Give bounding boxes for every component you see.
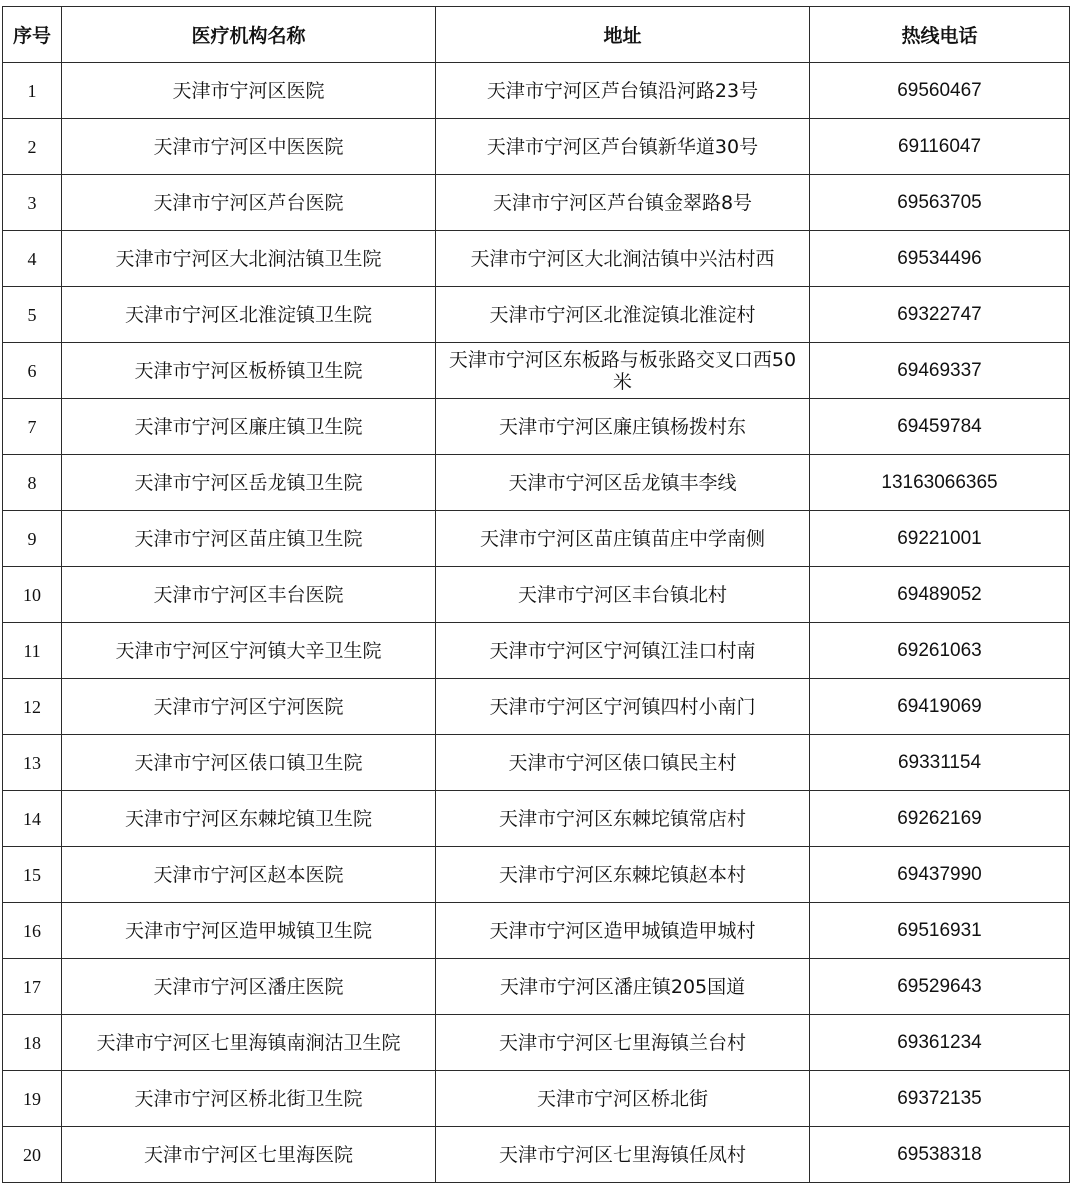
row-address: 天津市宁河区芦台镇新华道30号 [436,119,810,175]
row-address: 天津市宁河区宁河镇四村小南门 [436,679,810,735]
row-address: 天津市宁河区东棘坨镇常店村 [436,791,810,847]
row-index: 10 [3,567,62,623]
row-name: 天津市宁河区中医医院 [62,119,436,175]
row-name: 天津市宁河区潘庄医院 [62,959,436,1015]
row-phone: 69221001 [810,511,1070,567]
row-phone: 69437990 [810,847,1070,903]
row-index: 9 [3,511,62,567]
table-row [3,119,1070,175]
row-address: 天津市宁河区芦台镇金翠路8号 [436,175,810,231]
row-address: 天津市宁河区北淮淀镇北淮淀村 [436,287,810,343]
row-index: 11 [3,623,62,679]
table-row [3,175,1070,231]
row-phone: 69372135 [810,1071,1070,1127]
table-row [3,847,1070,903]
table-row [3,455,1070,511]
row-index: 7 [3,399,62,455]
row-phone: 69459784 [810,399,1070,455]
row-name: 天津市宁河区岳龙镇卫生院 [62,455,436,511]
row-phone: 69331154 [810,735,1070,791]
row-name: 天津市宁河区宁河镇大辛卫生院 [62,623,436,679]
row-phone: 69262169 [810,791,1070,847]
row-index: 3 [3,175,62,231]
table-row [3,287,1070,343]
table-row [3,399,1070,455]
row-index: 16 [3,903,62,959]
row-name: 天津市宁河区板桥镇卫生院 [62,343,436,399]
header-row [3,7,1070,63]
header-address: 地址 [436,7,810,63]
row-name: 天津市宁河区芦台医院 [62,175,436,231]
table-row [3,511,1070,567]
row-phone: 69563705 [810,175,1070,231]
row-address: 天津市宁河区东板路与板张路交叉口西50米 [436,343,810,399]
row-phone: 69261063 [810,623,1070,679]
row-index: 15 [3,847,62,903]
table-body [3,63,1070,1183]
table-row [3,791,1070,847]
table-row [3,1127,1070,1183]
row-index: 17 [3,959,62,1015]
row-phone: 69116047 [810,119,1070,175]
row-name: 天津市宁河区赵本医院 [62,847,436,903]
row-phone: 69560467 [810,63,1070,119]
row-name: 天津市宁河区造甲城镇卫生院 [62,903,436,959]
row-name: 天津市宁河区大北涧沽镇卫生院 [62,231,436,287]
row-name: 天津市宁河区桥北街卫生院 [62,1071,436,1127]
header-name: 医疗机构名称 [62,7,436,63]
row-phone: 69534496 [810,231,1070,287]
row-phone: 69529643 [810,959,1070,1015]
row-address: 天津市宁河区俵口镇民主村 [436,735,810,791]
row-index: 2 [3,119,62,175]
table-row [3,1071,1070,1127]
row-address: 天津市宁河区大北涧沽镇中兴沽村西 [436,231,810,287]
row-index: 8 [3,455,62,511]
row-phone: 69361234 [810,1015,1070,1071]
row-address: 天津市宁河区七里海镇兰台村 [436,1015,810,1071]
row-address: 天津市宁河区七里海镇任凤村 [436,1127,810,1183]
row-phone: 69516931 [810,903,1070,959]
row-name: 天津市宁河区七里海医院 [62,1127,436,1183]
table-row [3,679,1070,735]
header-index: 序号 [3,7,62,63]
row-name: 天津市宁河区七里海镇南涧沽卫生院 [62,1015,436,1071]
row-phone: 13163066365 [810,455,1070,511]
row-address: 天津市宁河区丰台镇北村 [436,567,810,623]
row-address: 天津市宁河区苗庄镇苗庄中学南侧 [436,511,810,567]
table-row [3,567,1070,623]
row-phone: 69322747 [810,287,1070,343]
header-phone: 热线电话 [810,7,1070,63]
row-address: 天津市宁河区造甲城镇造甲城村 [436,903,810,959]
table-row [3,1015,1070,1071]
row-address: 天津市宁河区潘庄镇205国道 [436,959,810,1015]
table-row [3,959,1070,1015]
row-name: 天津市宁河区丰台医院 [62,567,436,623]
row-address: 天津市宁河区东棘坨镇赵本村 [436,847,810,903]
table-row [3,343,1070,399]
row-index: 19 [3,1071,62,1127]
table-row [3,63,1070,119]
row-index: 20 [3,1127,62,1183]
row-address: 天津市宁河区芦台镇沿河路23号 [436,63,810,119]
row-address: 天津市宁河区宁河镇江洼口村南 [436,623,810,679]
row-address: 天津市宁河区桥北街 [436,1071,810,1127]
row-name: 天津市宁河区东棘坨镇卫生院 [62,791,436,847]
row-index: 6 [3,343,62,399]
table-row [3,623,1070,679]
row-phone: 69538318 [810,1127,1070,1183]
row-index: 5 [3,287,62,343]
row-index: 14 [3,791,62,847]
row-phone: 69489052 [810,567,1070,623]
row-index: 12 [3,679,62,735]
row-index: 1 [3,63,62,119]
row-name: 天津市宁河区廉庄镇卫生院 [62,399,436,455]
row-name: 天津市宁河区苗庄镇卫生院 [62,511,436,567]
medical-institution-table [2,6,1070,1183]
table-row [3,735,1070,791]
row-index: 4 [3,231,62,287]
row-name: 天津市宁河区宁河医院 [62,679,436,735]
table-row [3,903,1070,959]
row-address: 天津市宁河区廉庄镇杨拨村东 [436,399,810,455]
row-name: 天津市宁河区医院 [62,63,436,119]
row-phone: 69469337 [810,343,1070,399]
row-index: 18 [3,1015,62,1071]
row-phone: 69419069 [810,679,1070,735]
row-index: 13 [3,735,62,791]
row-name: 天津市宁河区俵口镇卫生院 [62,735,436,791]
row-address: 天津市宁河区岳龙镇丰李线 [436,455,810,511]
table-row [3,231,1070,287]
row-name: 天津市宁河区北淮淀镇卫生院 [62,287,436,343]
